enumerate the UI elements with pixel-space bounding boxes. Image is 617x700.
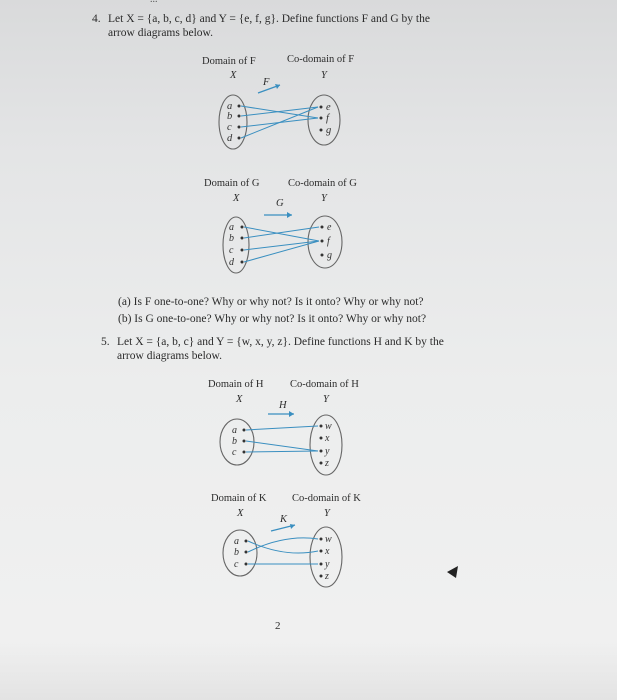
domain-label-h: Domain of H	[208, 379, 264, 390]
cursor-arrow-icon	[445, 564, 461, 580]
element-a: a	[232, 425, 237, 436]
element-a: a	[234, 536, 239, 547]
mapping-arrow	[246, 441, 318, 451]
set-y-label-f: Y	[321, 70, 327, 81]
set-y-label-g: Y	[321, 193, 327, 204]
element-c: c	[232, 447, 237, 458]
page-number: 2	[275, 620, 281, 632]
mapping-arrow	[246, 426, 318, 430]
problem-4-text-line1: Let X = {a, b, c, d} and Y = {e, f, g}. Define functions F and G by the	[108, 13, 430, 25]
element-w: w	[325, 534, 332, 545]
problem-5-number: 5.	[101, 336, 110, 348]
arrow-diagram-g	[200, 205, 370, 285]
element-b: b	[227, 111, 233, 122]
element-y: y	[325, 559, 330, 570]
set-x-label-h: X	[236, 394, 243, 405]
element-a: a	[229, 222, 234, 233]
element-g: g	[327, 250, 332, 261]
domain-label-f: Domain of F	[202, 56, 256, 67]
problem-5-text-line1: Let X = {a, b, c} and Y = {w, x, y, z}. Define functions H and K by the	[117, 336, 444, 348]
codomain-label-f: Co-domain of F	[287, 54, 355, 65]
problem-5-text-line2: arrow diagrams below.	[117, 350, 222, 362]
domain-label-k: Domain of K	[211, 493, 267, 504]
codomain-label-k: Co-domain of K	[292, 493, 361, 504]
arrow-diagram-f	[200, 80, 370, 160]
set-y-label-h: Y	[323, 394, 329, 405]
element-d: d	[229, 257, 234, 268]
element-c: c	[229, 245, 234, 256]
element-d: d	[227, 133, 233, 144]
codomain-label-g: Co-domain of G	[288, 178, 357, 189]
element-x: x	[325, 433, 330, 444]
element-a: a	[227, 101, 233, 112]
cut-off-header	[150, 0, 158, 5]
element-z: z	[325, 458, 329, 469]
set-y-label-k: Y	[324, 508, 330, 519]
element-c: c	[234, 559, 239, 570]
question-b: (b) Is G one-to-one? Why or why not? Is it onto? Why or why not?	[118, 313, 427, 325]
codomain-label-h: Co-domain of H	[290, 379, 359, 390]
function-label-k: K	[280, 514, 288, 525]
domain-oval-f	[219, 95, 247, 149]
element-f: f	[326, 113, 329, 124]
element-g: g	[326, 125, 332, 136]
function-label-h: H	[279, 400, 287, 411]
element-b: b	[234, 547, 239, 558]
element-c: c	[227, 122, 232, 133]
arrow-diagram-k	[200, 520, 370, 600]
element-f: f	[327, 236, 330, 247]
mapping-arrow	[244, 241, 319, 262]
domain-oval-h	[220, 419, 254, 465]
set-x-label-g: X	[233, 193, 240, 204]
element-x: x	[325, 546, 330, 557]
domain-label-g: Domain of G	[204, 178, 260, 189]
problem-4-number: 4.	[92, 13, 101, 25]
function-label-f: F	[263, 77, 270, 88]
arrow-diagram-h	[200, 405, 370, 485]
problem-4-text-line2: arrow diagrams below.	[108, 27, 213, 39]
mapping-arrow	[246, 451, 318, 452]
element-b: b	[229, 233, 234, 244]
element-e: e	[327, 222, 332, 233]
question-a: (a) Is F one-to-one? Why or why not? Is it onto? Why or why not?	[118, 296, 424, 308]
set-x-label-k: X	[237, 508, 244, 519]
set-x-label-f: X	[230, 70, 237, 81]
domain-oval-k	[223, 530, 257, 576]
element-w: w	[325, 421, 332, 432]
element-b: b	[232, 436, 237, 447]
codomain-oval-f	[308, 95, 340, 145]
bottom-shadow	[0, 640, 617, 700]
element-y: y	[325, 446, 330, 457]
element-z: z	[325, 571, 329, 582]
function-label-g: G	[276, 198, 284, 209]
element-e: e	[326, 102, 331, 113]
domain-oval-g	[223, 217, 249, 273]
